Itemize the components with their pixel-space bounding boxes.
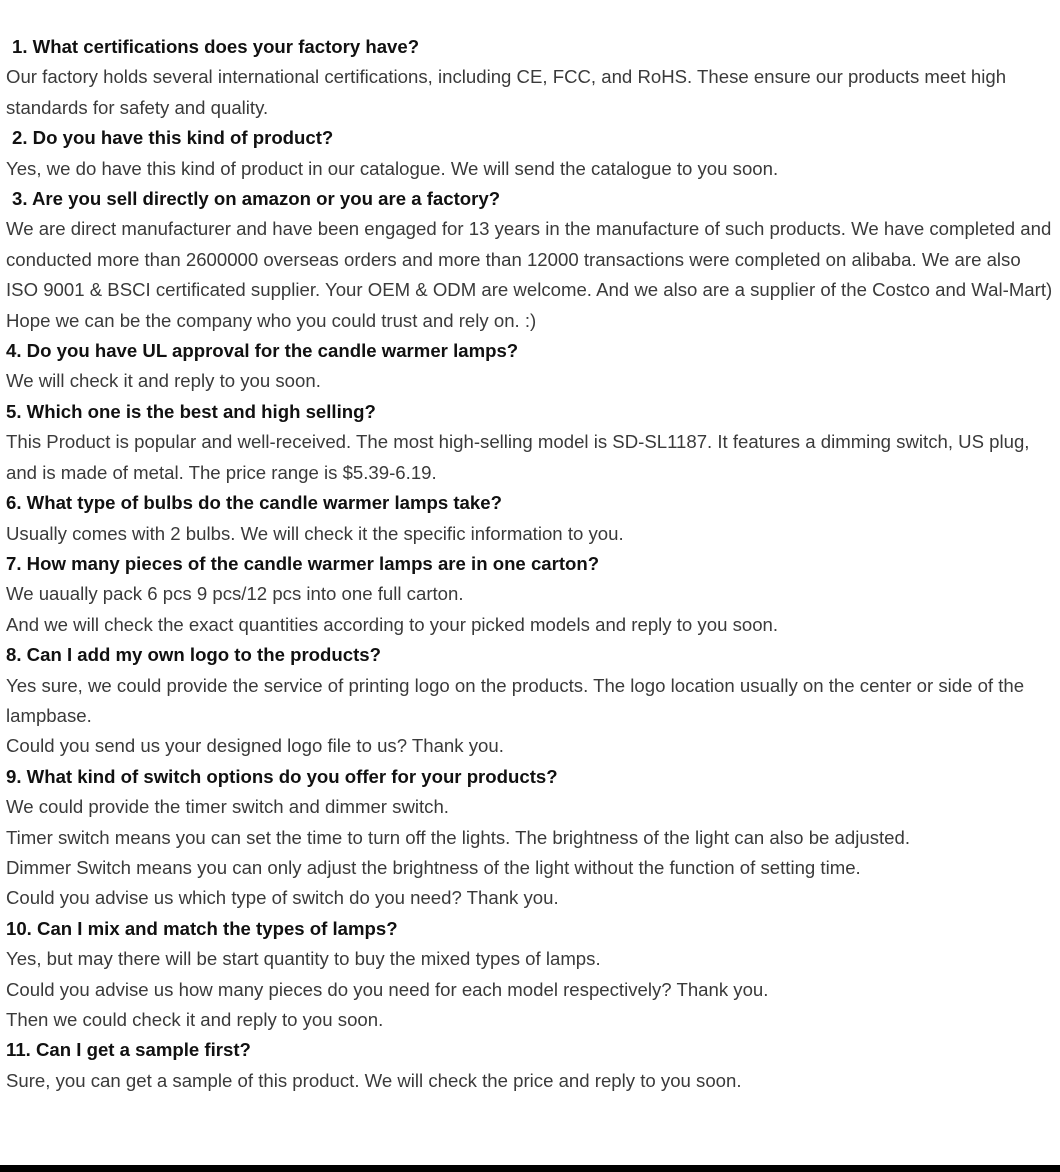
bottom-border xyxy=(0,1165,1060,1172)
faq-question: 8. Can I add my own logo to the products? xyxy=(6,644,381,666)
faq-question: 3. Are you sell directly on amazon or you are a factory? xyxy=(12,188,501,210)
faq-question: 2. Do you have this kind of product? xyxy=(12,127,334,149)
faq-question: 11. Can I get a sample first? xyxy=(6,1039,251,1061)
faq-question: 4. Do you have UL approval for the candle warmer lamps? xyxy=(6,340,519,362)
faq-answer: We could provide the timer switch and dimmer switch. xyxy=(6,796,449,818)
faq-answer: Could you advise us which type of switch do you need? Thank you. xyxy=(6,887,559,909)
faq-item xyxy=(0,1035,1056,1096)
faq-list xyxy=(0,32,1056,1096)
faq-question: 10. Can I mix and match the types of lamps? xyxy=(6,917,398,939)
faq-item xyxy=(0,762,1056,914)
faq-answer: We will check it and reply to you soon. xyxy=(6,370,321,392)
faq-item xyxy=(0,184,1056,336)
faq-answer: Our factory holds several international certifications, including CE, FCC, and RoHS. These ensure our products meet high standards for safety and quality. xyxy=(6,66,1007,118)
faq-answer: Timer switch means you can set the time to turn off the lights. The brightness of the light can also be adjusted. xyxy=(6,826,911,848)
faq-item xyxy=(0,397,1056,488)
faq-item xyxy=(0,640,1056,762)
faq-answer: Yes, we do have this kind of product in our catalogue. We will send the catalogue to you soon. xyxy=(6,157,779,179)
faq-answer: Yes, but may there will be start quantity to buy the mixed types of lamps. xyxy=(6,948,601,970)
faq-item xyxy=(0,549,1056,640)
faq-answer: Dimmer Switch means you can only adjust the brightness of the light without the function of setting time. xyxy=(6,856,861,878)
faq-answer: We are direct manufacturer and have been engaged for 13 years in the manufacture of such products. We have completed and conducted more than 2600000 overseas orders and more than 12000 transactions were completed on alibaba. We are also ISO 9001 & BSCI certificated supplier. Your OEM & ODM are welcome. And we also are a supplier of the Costco and Wal-Mart) Hope we can be the company who you could trust and rely on. :) xyxy=(6,218,1053,331)
faq-item xyxy=(0,914,1056,1036)
faq-answer: This Product is popular and well-received. The most high-selling model is SD-SL1187. It features a dimming switch, US plug, and is made of metal. The price range is $5.39-6.19. xyxy=(6,431,1030,483)
faq-answer: We uaually pack 6 pcs 9 pcs/12 pcs into one full carton. xyxy=(6,583,464,605)
faq-item xyxy=(0,336,1056,397)
faq-answer: Could you advise us how many pieces do you need for each model respectively? Thank you. xyxy=(6,978,769,1000)
faq-item xyxy=(0,32,1056,123)
faq-question: 7. How many pieces of the candle warmer lamps are in one carton? xyxy=(6,552,600,574)
faq-item xyxy=(0,488,1056,549)
faq-answer: Then we could check it and reply to you soon. xyxy=(6,1009,384,1030)
faq-question: 9. What kind of switch options do you offer for your products? xyxy=(6,765,558,787)
faq-answer: Yes sure, we could provide the service of printing logo on the products. The logo location usually on the center or side of the lampbase. xyxy=(6,674,1025,726)
faq-answer: Could you send us your designed logo file to us? Thank you. xyxy=(6,735,504,757)
faq-answer: Usually comes with 2 bulbs. We will check it the specific information to you. xyxy=(6,522,624,544)
faq-question: 6. What type of bulbs do the candle warmer lamps take? xyxy=(6,492,502,514)
faq-question: 5. Which one is the best and high selling? xyxy=(6,400,376,422)
faq-question: 1. What certifications does your factory have? xyxy=(12,36,420,57)
faq-answer: And we will check the exact quantities according to your picked models and reply to you soon. xyxy=(6,613,779,635)
faq-answer: Sure, you can get a sample of this product. We will check the price and reply to you soon. xyxy=(6,1069,742,1091)
faq-item xyxy=(0,123,1056,184)
